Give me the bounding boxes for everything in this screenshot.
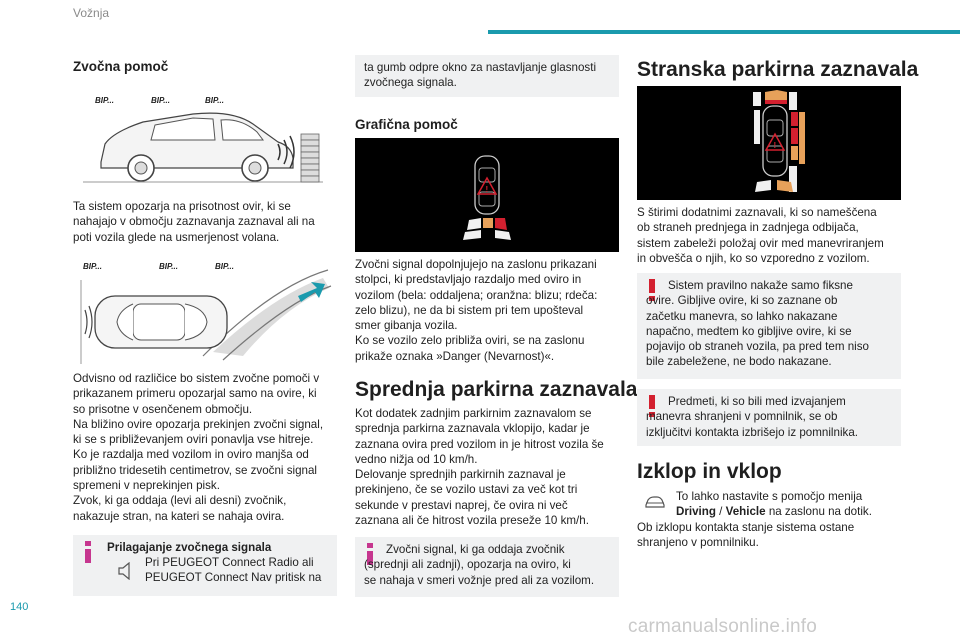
top-view-car-illustration <box>73 256 337 366</box>
warning-note-memory <box>637 389 901 446</box>
paragraph-side-sensors: S štirimi dodatnimi zaznavali, ki so nameščena ob straneh prednjega in zadnjega odbijača, sistem zabeleži položaj ovir med manevriranjem in obvešča o njih, ko so vzporedno z vozilom. <box>637 206 884 265</box>
menu-rest: na zaslonu na dotik. <box>765 505 872 518</box>
graphic-assist-screen <box>355 138 619 252</box>
info-note-volume <box>73 535 337 596</box>
warning-note-moving-obstacles <box>637 273 901 379</box>
svg-text:!: ! <box>773 141 777 150</box>
heading-audible-assist: Zvočna pomoč <box>73 59 169 74</box>
bip-label: BIP... <box>205 96 224 105</box>
bip-label: BIP... <box>95 96 114 105</box>
car-settings-icon <box>644 494 666 510</box>
menu-separator: / <box>715 505 726 518</box>
paragraph-obstacle-warning: Ta sistem opozarja na prisotnost ovir, ki se nahajajo v območju zaznavanja zaznaval ali na poti vozila glede na usmerjenost volana. <box>73 200 315 244</box>
heading-side-sensors: Stranska parkirna zaznavala <box>637 58 919 81</box>
info-note-speaker <box>355 537 619 597</box>
menu-driving: Driving <box>676 505 716 518</box>
heading-graphic-assist: Grafična pomoč <box>355 117 458 132</box>
menu-vehicle: Vehicle <box>725 505 766 518</box>
side-sensors-screen <box>637 86 901 200</box>
volume-knob-icon <box>117 562 133 580</box>
paragraph-front-sensors: Kot dodatek zadnjim parkirnim zaznavalom se sprednja parkirna zaznavala vklopijo, kadar je zaznana ovira pred vozilom in je hitrost vozila še vedno nižja od 10 km/h. Delovanje sprednjih parkirnih zaznaval je prekinjeno, če se vozilo ustavi za več kot tri sekunde v prestavi naprej, če ovira ni več zaznana ali če hitrost vozila preseže 10 km/h. <box>355 407 604 528</box>
side-sensor-display-illustration <box>637 86 901 200</box>
bip-label: BIP... <box>83 262 102 271</box>
paragraph-graphic-assist: Zvočni signal dopolnjujejo na zaslonu prikazani stolpci, ki predstavljajo razdaljo med oviro in vozilom (bela: oddaljena; oranžna: blizu; rdeča: zelo blizu), ne da bi sistem pri tem upošteval smer gibanja vozila. Ko se vozilo zelo približa oviri, se na zaslonu prikaže oznaka »Danger (Nevarnost)«. <box>355 258 598 363</box>
svg-text:!: ! <box>485 185 489 194</box>
toggle-instruction-line2 <box>676 504 872 519</box>
warning-body: Predmeti, ki so bili med izvajanjem manevra shranjeni v pomnilnik, se ob izključitvi kontakta izbrišejo iz pomnilnika. <box>646 395 858 439</box>
parking-display-illustration <box>355 138 619 252</box>
toggle-instruction-line1: To lahko nastavite s pomočjo menija <box>676 490 863 503</box>
warning-body: Sistem pravilno nakaže samo fiksne ovire. Gibljive ovire, ki so zaznane ob začetku manevra, so lahko nakazane napačno, medtem ko gibljive ovire, ki se pojavijo ob straneh vozila, pa pred tem niso bile zabeležene, ne bodo nakazane. <box>646 279 869 369</box>
heading-on-off: Izklop in vklop <box>637 460 782 483</box>
note-body: Zvočni signal, ki ga oddaja zvočnik (sprednji ali zadnji), opozarja na oviro, ki se nahaja v smeri vožnje pred ali za vozilom. <box>364 543 595 587</box>
info-note-continued <box>355 55 619 97</box>
watermark: carmanualsonline.info <box>628 616 818 637</box>
note-body-continued: ta gumb odpre okno za nastavljanje glasnosti zvočnega signala. <box>364 61 597 90</box>
bip-label: BIP... <box>215 262 234 271</box>
note-body: Pri PEUGEOT Connect Radio ali PEUGEOT Connect Nav pritisk na <box>145 556 322 585</box>
bip-label: BIP... <box>159 262 178 271</box>
note-title: Prilagajanje zvočnega signala <box>107 541 272 554</box>
info-icon <box>81 541 95 563</box>
page-number: 140 <box>10 601 29 613</box>
header-accent-bar <box>488 30 960 34</box>
running-header: Vožnja <box>73 6 110 20</box>
reversing-car-illustration <box>73 92 337 188</box>
paragraph-on-off-memory: Ob izklopu kontakta stanje sistema ostane shranjeno v pomnilniku. <box>637 521 855 550</box>
bip-label: BIP... <box>151 96 170 105</box>
heading-front-sensors: Sprednja parkirna zaznavala <box>355 378 638 401</box>
paragraph-audible-details: Odvisno od različice bo sistem zvočne pomoči v prikazanem primeru opozarjal samo na ovire, ki so prisotne v osenčenem območju. Na bližino ovire opozarja prekinjen zvočni signal, ki se s približevanjem oviri ponavlja vse hitreje. Ko je razdalja med vozilom in oviro manjša od približno tridesetih centimetrov, se zvočni signal spremeni v neprekinjen pisk. Zvok, ki ga oddaja (levi ali desni) zvočnik, nakazuje stran, na kateri se nahaja ovira. <box>73 372 324 523</box>
